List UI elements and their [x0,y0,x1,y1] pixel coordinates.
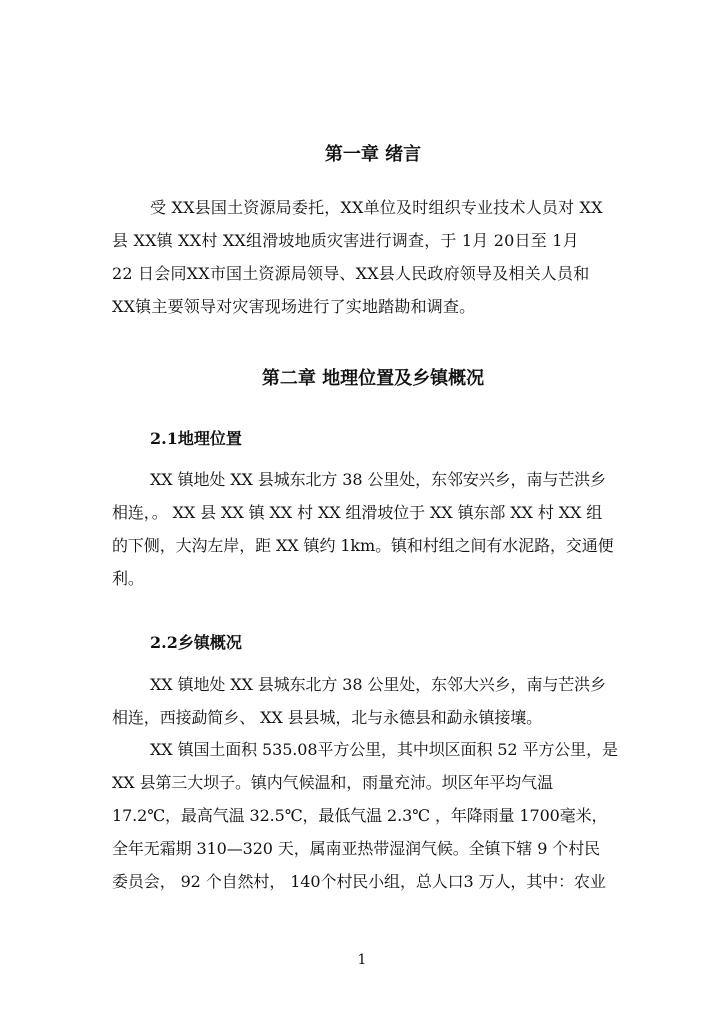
chapter-1-paragraph-line-2: 县 XX镇 XX村 XX组滑坡地质灾害进行调查，于 1月 20日至 1月 [112,231,579,250]
section-2-1-line-2: 相连，。 XX 县 XX 镇 XX 村 XX 组滑坡位于 XX 镇东部 XX 村 XX 组 [112,503,603,522]
section-2-2-paragraph-2-line-4: 全年无霜期 310—320 天，属南亚热带湿润气候。全镇下辖 9 个村民 [112,839,601,858]
chapter-2-title: 第二章 地理位置及乡镇概况 [261,368,485,389]
section-2-2-heading: 2.2乡镇概况 [150,633,242,652]
section-2-1-paragraph [112,463,634,595]
section-2-2-paragraph-2 [112,733,634,898]
chapter-1-paragraph-line-3: 22 日会同XX市国土资源局领导、XX县人民政府领导及相关人员和 [112,264,590,283]
section-2-2-paragraph-1-line-2: 相连，西接勐简乡、 XX 县县城，北与永德县和勐永镇接壤。 [112,708,543,727]
chapter-1-paragraph-line-1: 受 XX县国土资源局委托，XX单位及时组织专业技术人员对 XX [150,198,603,217]
page-number: 1 [357,952,367,968]
chapter-1-title: 第一章 绪言 [324,144,422,165]
section-2-2-paragraph-1 [112,668,634,734]
section-2-2-paragraph-2-line-2: XX 县第三大坝子。镇内气候温和，雨量充沛。坝区年平均气温 [112,773,553,792]
section-2-2-paragraph-2-line-1: XX 镇国土面积 535.08平方公里，其中坝区面积 52 平方公里，是 [150,740,618,759]
section-2-1-line-1: XX 镇地处 XX 县城东北方 38 公里处，东邻安兴乡，南与芒洪乡 [150,470,606,489]
section-2-1-heading: 2.1地理位置 [150,429,242,448]
section-2-2-paragraph-2-line-3: 17.2℃，最高气温 32.5℃，最低气温 2.3℃ ，年降雨量 1700毫米， [112,806,608,825]
section-2-2-paragraph-1-line-1: XX 镇地处 XX 县城东北方 38 公里处，东邻大兴乡，南与芒洪乡 [150,675,606,694]
section-2-1-line-4: 利。 [112,569,144,588]
chapter-1-paragraph-line-4: XX镇主要领导对灾害现场进行了实地踏勘和调查。 [112,297,476,316]
section-2-2-paragraph-2-line-5: 委员会， 92 个自然村， 140个村民小组，总人口3 万人，其中：农业 [112,872,606,891]
section-2-1-line-3: 的下侧，大沟左岸，距 XX 镇约 1km。镇和村组之间有水泥路，交通便 [112,536,614,555]
chapter-1-paragraph [112,191,634,323]
